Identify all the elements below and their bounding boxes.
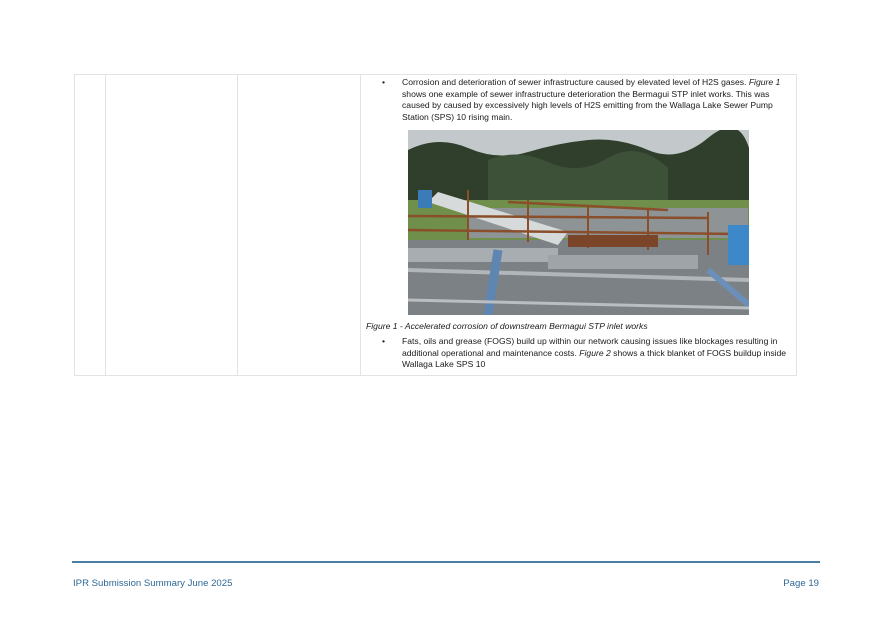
bullet-item-corrosion: Corrosion and deterioration of sewer infrastructure caused by elevated level of H2S gases. Figure 1 shows one example of sewer infrastructure deterioration the Bermagui STP inlet works. This was caused by caused by excessively high levels of H2S emitting from the Wallaga Lake Sewer Pump Station (SPS) 10 rising main.: [402, 77, 781, 122]
figure-reference: Figure 2: [579, 347, 611, 358]
bullet-item-fogs: Fats, oils and grease (FOGS) build up within our network causing issues like blockages resulting in additional operational and maintenance costs. Figure 2 shows a thick blanket of FOGS buildup inside Wallaga Lake SPS 10: [402, 336, 787, 370]
column-divider: [105, 75, 106, 375]
footer-page-number: Page 19: [783, 578, 819, 589]
corrosion-photo-image: [408, 130, 749, 315]
description-cell: [360, 74, 797, 376]
footer-document-title: IPR Submission Summary June 2025: [73, 578, 233, 589]
figure-caption: Figure 1 - Accelerated corrosion of downstream Bermagui STP inlet works: [366, 321, 648, 331]
bullet-icon: •: [382, 77, 386, 87]
figure-1-photo: [408, 130, 749, 315]
footer-divider: [72, 561, 820, 563]
figure-reference: Figure 1: [748, 77, 781, 87]
bullet-icon: •: [382, 336, 386, 346]
column-divider: [237, 75, 238, 375]
